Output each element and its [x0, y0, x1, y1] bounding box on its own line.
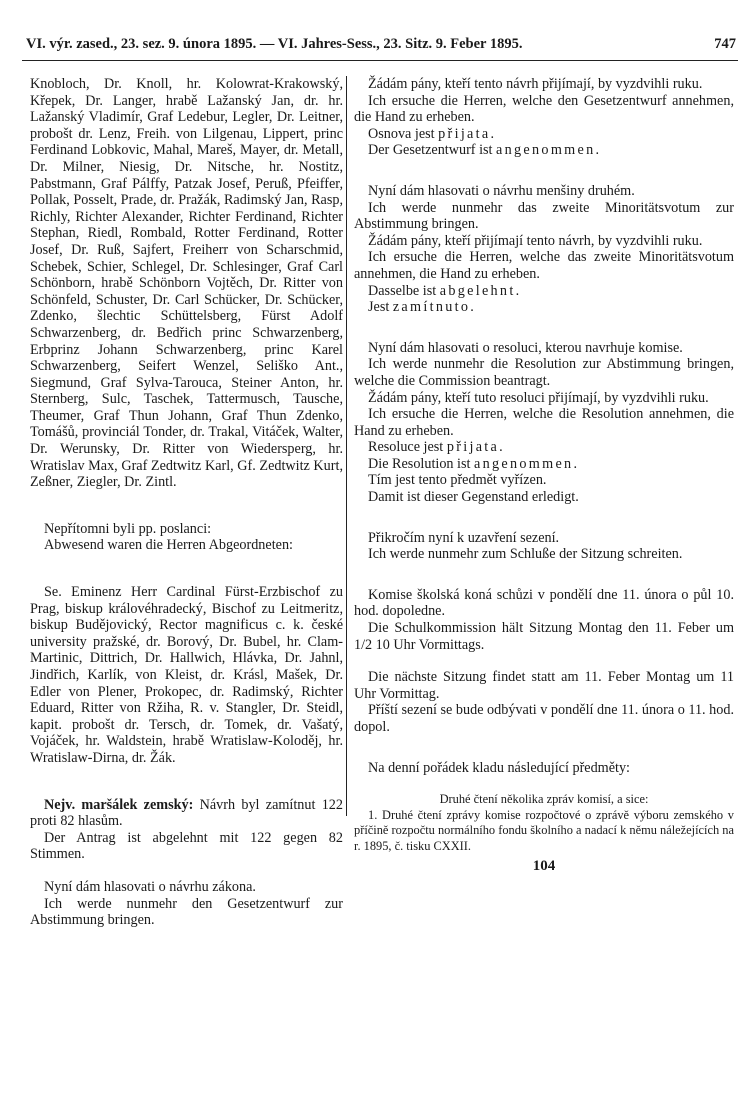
- paragraph-3-done-cz: Tím jest tento předmět vyřízen.: [368, 472, 547, 489]
- paragraph-1-result-de: [354, 142, 734, 159]
- result-word: přijata.: [446, 439, 505, 456]
- result-prefix: Dasselbe ist: [368, 282, 437, 299]
- paragraph-6-de: Die nächste Sitzung findet statt am 11. Feber Montag um 11 Uhr Vormittag.: [354, 669, 734, 702]
- vote-law-cz: Nyní dám hlasovati o návrhu zákona.: [44, 878, 256, 895]
- left-column: [30, 76, 343, 929]
- paragraph-2-de: Ich werde nunmehr das zweite Minoritätsvotum zur Abstimmung bringen.: [354, 199, 734, 233]
- absent-list: Se. Eminenz Herr Cardinal Fürst-Erzbischof zu Prag, biskup královéhradecký, Bischof zu Leitmeritz, biskup Budějovický, Rector magnificus c. k. české university pražské, dr. Borový, Dr. Bubel, hr. Clam-Martinic, Dittrich, Dr. Hallwich, Hlávka, Dr. Jahnl, Jindřich, Karlík, von Kleist, dr. Krásl, Mašek, Dr. Edler von Plener, Prokopec, dr. Radimský, Richter Eduard, Ritter von Ržiha, R. v. Stangler, Dr. Steidl, kapit. probošt dr. Tersch, dr. Tomek, dr. Vašatý, Vojáček, hr. Waldstein, hrabě Wratislaw-Koloděj, hr. Wratislaw-Dirna, dr. Žák.: [30, 584, 343, 766]
- paragraph-1-result-cz: [354, 126, 734, 143]
- paragraph-4-de: Ich werde nunmehr zum Schluße der Sitzung schreiten.: [368, 546, 683, 563]
- column-divider: [346, 76, 347, 816]
- paragraph-2b-cz: Žádám pány, kteří přijímají tento návrh, by vyzdvihli ruku.: [368, 232, 703, 249]
- result-word: zamítnuto.: [392, 299, 477, 316]
- marshal-label: Nejv. maršálek zemský:: [44, 796, 194, 813]
- paragraph-3b-de: Ich ersuche die Herren, welche die Resolution annehmen, die Hand zu erheben.: [354, 406, 734, 439]
- marshal-statement: [30, 797, 343, 830]
- paragraph-6-cz: Příští sezení se bude odbývati v pondělí dne 11. února o 11. hod. dopol.: [354, 702, 734, 735]
- page-number: 104: [532, 858, 556, 875]
- paragraph-3-done-de: Damit ist dieser Gegenstand erledigt.: [368, 489, 579, 506]
- header-page-number: 747: [714, 36, 736, 52]
- paragraph-3-cz: Nyní dám hlasovati o resoluci, kterou navrhuje komise.: [368, 339, 683, 356]
- agenda-heading: Na denní pořádek kladu následující předměty:: [368, 759, 630, 776]
- agenda-item-1: 1. Druhé čtení zprávy komise rozpočtové o zprávě výboru zemského v příčině rozpočtu normálního fondu školního a nadací k němu náležejících na r. 1895, č. tisku CXXII.: [354, 807, 734, 853]
- vote-law-de: Ich werde nunmehr den Gesetzentwurf zur Abstimmung bringen.: [30, 895, 343, 929]
- result-prefix: Die Resolution ist: [368, 455, 471, 472]
- paragraph-4-cz: Přikročím nyní k uzavření sezení.: [368, 529, 560, 546]
- paragraph-2-result-de: [354, 283, 734, 300]
- paragraph-1-de: Ich ersuche die Herren, welche den Gesetzentwurf annehmen, die Hand zu erheben.: [354, 92, 734, 126]
- running-header: [26, 36, 736, 58]
- paragraph-5-cz: Komise školská koná schůzi v pondělí dne 11. února o půl 10. hod. dopoledne.: [354, 586, 734, 620]
- header-title: VI. výr. zased., 23. sez. 9. února 1895. — VI. Jahres-Sess., 23. Sitz. 9. Feber 1895.: [26, 36, 523, 52]
- result-prefix: Jest: [368, 299, 390, 316]
- result-word: angenommen.: [496, 142, 602, 159]
- paragraph-3-de: Ich werde nunmehr die Resolution zur Abstimmung bringen, welche die Commission beantragt.: [354, 356, 734, 389]
- result-word: přijata.: [438, 125, 497, 142]
- marshal-text: Návrh byl zamítnut 122 proti 82 hlasům.: [30, 796, 343, 830]
- result-word: angenommen.: [474, 455, 580, 472]
- absent-heading-de: Abwesend waren die Herren Abgeordneten:: [44, 537, 293, 554]
- header-rule: [22, 60, 738, 61]
- agenda-item-intro: Druhé čtení několika zpráv komisí, a sice:: [439, 792, 649, 807]
- paragraph-3-result-de: [354, 456, 734, 473]
- names-paragraph: Knobloch, Dr. Knoll, hr. Kolowrat-Krakowský, Křepek, Dr. Langer, hrabě Lažanský Jan, dr. hr. Lažanský Vladimír, Graf Ledebur, Legler, Dr. Leitner, probošt dr. Lenz, Freih. von Lilgenau, Lippert, princ Ferdinand Lobkovic, Mahal, Mareš, Mayer, dr. Metall, Dr. Milner, Niesig, Dr. Nitsche, hr. Nostitz, Pabstmann, Graf Pálffy, Patzak Josef, Peruß, Pfeiffer, Pollak, Posselt, Prade, dr. Pražák, Radimský Jan, Rasp, Richly, Richter Alexander, Richter Ferdinand, Richter Stephan, Riedl, Rombald, Rotter Ferdinand, Rotter Josef, Dr. Ruß, Sajfert, Freiherr von Scharschmid, Schebek, Schier, Schlegel, Dr. Schlesinger, Graf Carl Schönborn, hrabě Schönborn Vojtěch, Dr. Ritter von Schönfeld, Schuster, Dr. Carl Schücker, Dr. Schücker, Zdenko, šlechtic Schüttelsberg, Fürst Adolf Schwarzenberg, dr. Bedřich princ Schwarzenberg, Erbprinz Johann Schwarzenberg, princ Karel Schwarzenberg, Seifert Wenzel, Seliško Ant., Siegmund, Graf Sylva-Tarouca, Steiner Anton, hr. Sternberg, Sulc, Taschek, Tattermusch, Tausche, Theumer, Graf Thun Johann, Graf Thun Zdenko, Tomášů, provinciál Tonder, dr. Trakal, Vitáček, Walter, Dr. Werunsky, Dr. Ritter von Wiedersperg, hr. Wratislav Max, Graf Zedtwitz Karl, Gf. Zedtwitz Kurt, Zeßner, Ziegler, Dr. Zintl.: [30, 76, 343, 491]
- paragraph-5-de: Die Schulkommission hält Sitzung Montag den 11. Feber um 1/2 10 Uhr Vormittags.: [354, 620, 734, 653]
- paragraph-3b-cz: Žádám pány, kteří tuto resoluci přijímají, by vyzdvihli ruku.: [368, 389, 709, 406]
- paragraph-2-cz: Nyní dám hlasovati o návrhu menšiny druhém.: [368, 182, 635, 199]
- result-word: abgelehnt.: [439, 282, 522, 299]
- paragraph-2b-de: Ich ersuche die Herren, welche das zweite Minoritätsvotum annehmen, die Hand zu erheben.: [354, 249, 734, 282]
- result-prefix: Osnova jest: [368, 125, 435, 142]
- paragraph-2-result-cz: [354, 299, 734, 316]
- paragraph-3-result-cz: [354, 439, 734, 456]
- absent-heading-cz: Nepřítomni byli pp. poslanci:: [44, 520, 212, 537]
- right-column: [354, 76, 734, 875]
- result-prefix: Resoluce jest: [368, 439, 444, 456]
- marshal-statement-de: Der Antrag ist abgelehnt mit 122 gegen 82 Stimmen.: [30, 829, 343, 863]
- paragraph-1-cz: Žádám pány, kteří tento návrh přijímají, by vyzdvihli ruku.: [368, 76, 703, 92]
- result-prefix: Der Gesetzentwurf ist: [368, 142, 493, 159]
